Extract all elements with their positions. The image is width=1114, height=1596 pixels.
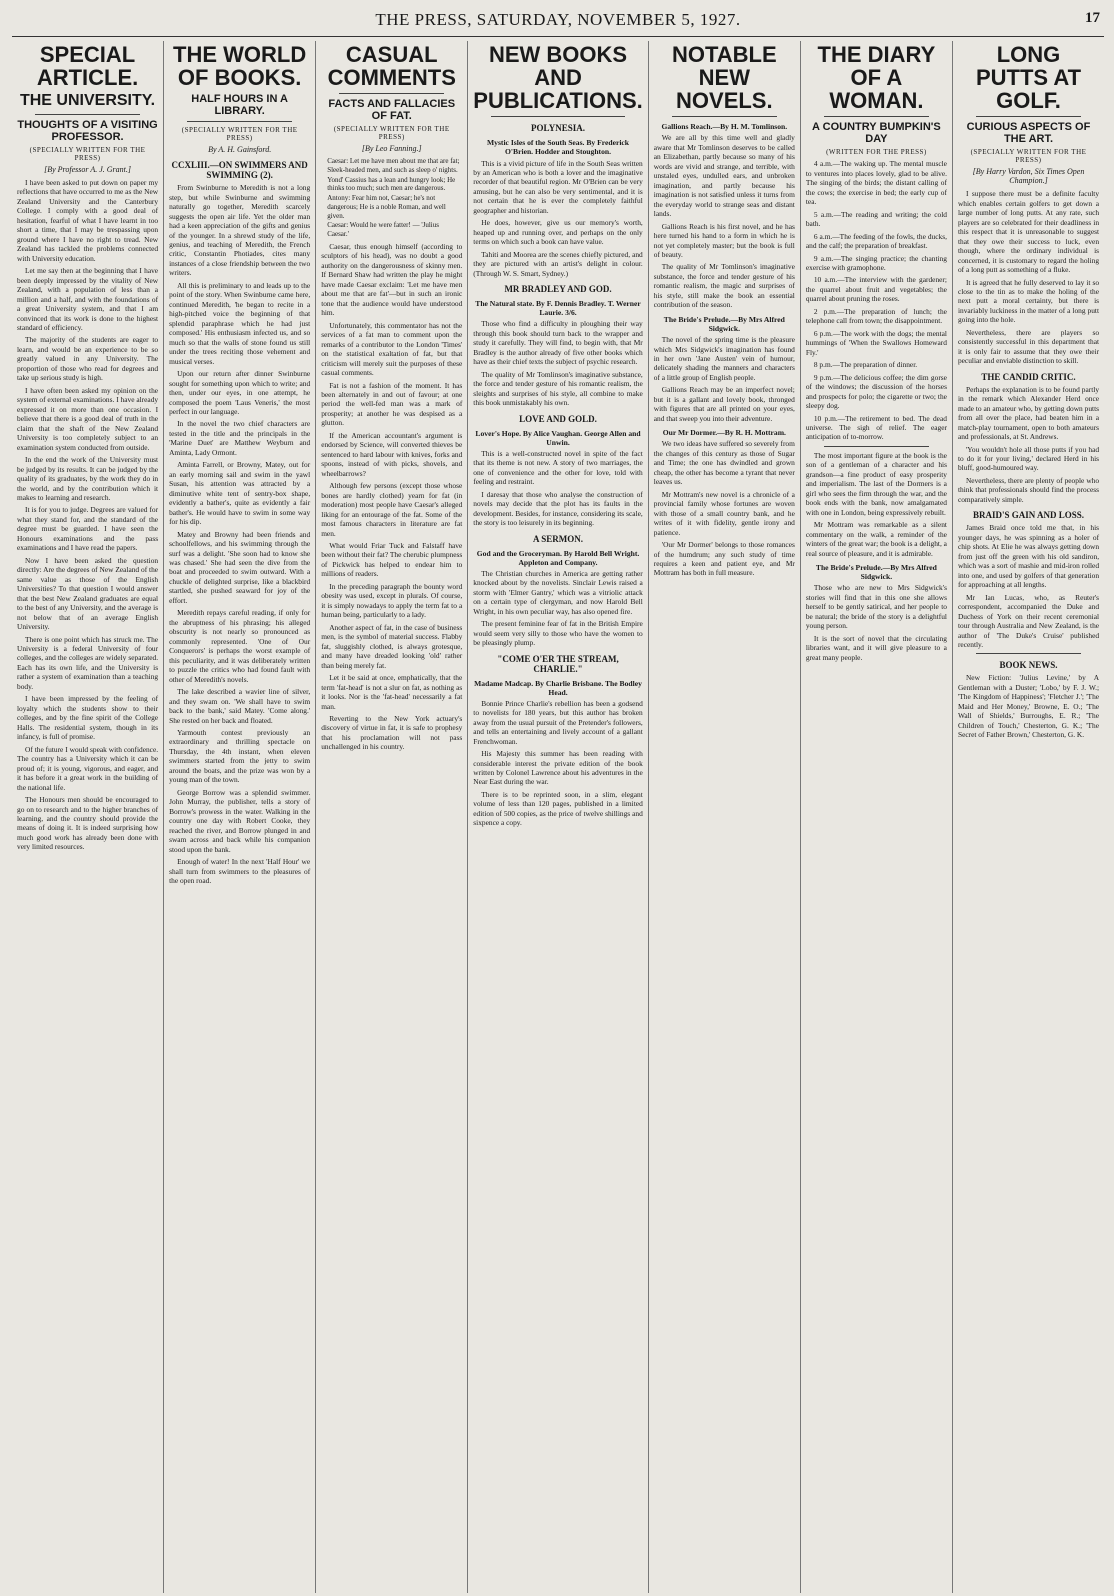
columns: [12, 41, 1104, 1593]
column-subheading: A COUNTRY BUMPKIN'S DAY: [812, 121, 941, 146]
paragraph: What would Friar Tuck and Falstaff have been without their fat? The cherubic plumpness of Pickwick has helped to endear him to millions of readers.: [321, 541, 463, 579]
divider: [35, 114, 140, 115]
article-note: (SPECIALLY WRITTEN FOR THE PRESS): [181, 126, 298, 143]
paragraph: Unfortunately, this commentator has not the services of a fat man to comment upon the remarks of a contributor to the London 'Times' on the statistical exaltation of fat, but that criticism will merely suit the purposes of these casual comments.: [321, 320, 463, 378]
divider: [976, 116, 1081, 117]
paragraph: James Braid once told me that, in his younger days, he was spinning as a holer of chip shots. At Elie he was always getting down from just off the green with his old sandiron, which was a sort of mashie and mid-iron rolled into one, and used by golfers of that generation for approaching at all lengths.: [957, 523, 1100, 590]
paragraph: Although few persons (except those whose bones are hardly clothed) yearn for fat (in moderation) most people have Caesar's alleged liking for an entourage of the fat. Some of the most famous characters in literature are fat men.: [321, 481, 463, 538]
diary-entry: 2 p.m.—The preparation of lunch; the telephone call from town; the disappointment.: [805, 306, 947, 326]
column-casual-comments: [316, 41, 468, 1593]
paragraph: The Honours men should be encouraged to go on to research and to the higher branches of learning, and the country should provide the means of doing it. It is indeed surprising how much good work has already been done with very limited resources.: [17, 795, 159, 852]
column-diary: [801, 41, 953, 1593]
article-byline: By A. H. Gainsford.: [208, 145, 272, 155]
book-title: God and the Groceryman. By Harold Bell Wright. Appleton and Company.: [476, 548, 640, 567]
column-world-of-books: [164, 41, 316, 1593]
paragraph: From Swinburne to Meredith is not a long step, but while Swinburne and swimming naturally go together, Meredith scarcely suggests the open air life. Yet the older man had a keen appreciation of the gifts and genius of the younger. In a shrewd study of the life, genius, and teaching of Meredith, the French critic, Constantin Photiades, cites many instances of a close friendship between the two writers.: [169, 183, 311, 278]
diary-entry: 10 a.m.—The interview with the gardener; the quarrel about fruit and vegetables; the quarrel about pruning the roses.: [805, 275, 947, 304]
article-body: [169, 183, 310, 885]
diary-entry: 6 p.m.—The work with the dogs; the mental hummings of 'When the Swallows Homeward Fly.': [805, 328, 947, 357]
paragraph: Nevertheless, there are plenty of people who think that professionals should find the process comparatively simple.: [957, 475, 1100, 504]
paragraph: In the end the work of the University must be judged by its results. It can be judged by the quality of its graduates, by the work they do in the world, and by the contribution which it makes to learning and research.: [17, 455, 159, 502]
section-title: THE CANDID CRITIC.: [981, 371, 1076, 382]
paragraph: His Majesty this summer has been reading with considerable interest the private edition of the book written by Colonel Lawrence about his adventures in the Near East during the war.: [473, 749, 643, 787]
column-subheading: FACTS AND FALLACIES OF FAT.: [328, 98, 456, 123]
masthead: [12, 6, 1104, 37]
paragraph: Mr Mottram was remarkable as a silent commentary on the walk, a reminder of the winters of the great war; the book is a delight, a real source of pleasure, and it is admirable.: [805, 520, 947, 558]
paragraph: There is one point which has struck me. The University is a federal University of four colleges, and the colleges are widely separated. Each has its own life, and the University is rather a system of examination than a teaching body.: [17, 634, 159, 691]
book-title: Mystic Isles of the South Seas. By Frederick O'Brien. Hodder and Stoughton.: [487, 138, 630, 157]
column-heading: THE DIARY OF A WOMAN.: [817, 42, 936, 114]
paragraph: 'You wouldn't hole all those putts if you had to do it for your living,' declared Herd in his bluff, good-humoured way.: [957, 444, 1100, 473]
play-quotation: [327, 157, 462, 239]
divider: [976, 653, 1081, 654]
column-heading: LONG PUTTS AT GOLF.: [975, 42, 1082, 114]
paragraph: I suppose there must be a definite faculty which enables certain golfers to get down a large number of long putts. At any rate, such players are so celebrated for their deadliness in this respect that it is unreasonable to suggest that they owe their success to luck, even though, where the ordinary individual is concerned, it is customary to regard the holing of a long putt as something of a fluke.: [957, 189, 1100, 275]
column-heading: SPECIAL ARTICLE.: [36, 42, 139, 91]
divider: [824, 116, 929, 117]
column-special-article: [12, 41, 164, 1593]
paragraph: This is a vivid picture of life in the South Seas written by an American who is both a lover and the imaginative recorder of that beautiful region. Mr O'Brien can be very amusing, but he can also be very sentimental, and it is not certain that he is ever the completely faithful geographer and historian.: [473, 158, 643, 215]
play-line: Antony: Fear him not, Caesar; he's not dangerous; He is a noble Roman, and well given.: [327, 194, 446, 220]
paragraph: Aminta Farrell, or Browny, Matey, out for an early morning sail and swim in the yawl Susan, his attention was attracted by a diminutive white tent of sentry-box shape, evidently a bather's, quite as evidently a fair bather's. He would have to swim in some way for his dip.: [169, 460, 311, 527]
diary-entry: 6 a.m.—The feeding of the fowls, the ducks, and the calf; the preparation of breakfast.: [805, 231, 947, 251]
page-number: 17: [1085, 10, 1100, 26]
paragraph: The quality of Mr Tomlinson's imaginative substance, the force and tender gesture of his romantic realism, the sleights and surprises of his style, all combine to make this book unmistakably his own.: [473, 369, 643, 408]
play-line: Caesar: Let me have men about me that are fat; Sleek-headed men, and such as sleep o' nights.: [327, 157, 460, 174]
section-title: "COME O'ER THE STREAM, CHARLIE.": [497, 653, 619, 674]
paragraph: The Christian churches in America are getting rather knocked about by the novelists. Sinclair Lewis raised a storm with 'Elmer Gantry,' which was a vitriolic attack on a certain type of clergyman, and now Harold Bell Wright, in his own peculiar way, has also opened fire.: [473, 568, 643, 616]
paragraph: I have been asked to put down on paper my reflections that have occurred to me as the New Zealand University and the Canterbury College. I comply with a good deal of hesitation, fearful of what I have learnt in too short a time, that I may be trespassing upon ground where I have no right to tread. New Zealand has tackled the problems connected with University education.: [17, 177, 159, 263]
column-notable-novels: [649, 41, 801, 1593]
paragraph: Of the future I would speak with confidence. The country has a University which it can be proud of; it is young, vigorous, and eager, and it has before it a great work in the building of the national life.: [17, 744, 159, 792]
paragraph: The most important figure at the book is the son of a gentleman of a character and his grandson—a fine product of easy prosperity and imperialism. The last of the Dormers is a girl who sees the firm through the war, and the book ends with the bank, now amalgamated with one in London, being expressively rebuilt.: [805, 450, 947, 517]
play-line: Caesar: Would he were fatter! — 'Julius Caesar.': [327, 221, 439, 239]
paragraph: It is agreed that he fully deserved to lay it so close to the tin as to make the holing of the next putt a moral certainty, but there is invariably luckiness in the matter of a long putt going into the hole.: [957, 277, 1100, 325]
column-subheading: THE UNIVERSITY.: [19, 92, 156, 110]
paragraph: Mr Ian Lucas, who, as Reuter's correspondent, accompanied the Duke and Duchess of York on their recent ceremonial tour through Australia and New Zealand, is the author of 'The Duke's Cruise' published recently.: [957, 592, 1100, 649]
section-title: POLYNESIA.: [531, 123, 585, 134]
article-deck: THOUGHTS OF A VISITING PROFESSOR.: [17, 118, 158, 143]
diary-entry: 8 p.m.—The preparation of dinner.: [813, 360, 918, 370]
diary-entry: 10 p.m.—The retirement to bed. The dead universe. The sigh of relief. The eager anticipation of to-morrow.: [805, 413, 947, 442]
paragraph: New Fiction: 'Julius Levine,' by A Gentleman with a Duster; 'Lobo,' by F. J. W.; 'The Kingdom of Happiness'; 'Fletcher J.'; 'The Maid and Her Money,' Browne, E. O.; 'The Wall of Shields,' Burroughs, E. R.; 'The Children of Touch,' Chesterton, G. K.; 'The Secret of Father Brown,' Chesterton, G. K.: [957, 673, 1100, 740]
paragraph: Fat is not a fashion of the moment. It has been alternately in and out of favour; at one period the well-fed man was a mark of prosperity; at another he was despised as a glutton.: [321, 380, 463, 428]
divider: [339, 93, 444, 94]
paragraph: Let it be said at once, emphatically, that the term 'fat-head' is not a slur on fat, as nothing as it looks. Nor is the 'fat-head' necessarily a fat man.: [321, 673, 463, 711]
paragraph: The majority of the students are eager to learn, and would be an experience to be so greatly valued in any University. The proportion of those who read for degrees and take up serious study is high.: [17, 335, 159, 383]
paragraph: Those who find a difficulty in ploughing their way through this book should turn back to the wrapper and study it carefully. They will find, to begin with, that Mr Bradley is the author already of five other books which have as their chief texts the subject of psychic research.: [473, 319, 643, 367]
section-title: A SERMON.: [533, 533, 584, 544]
column-heading: CASUAL COMMENTS: [327, 42, 456, 91]
paragraph: It is for you to judge. Degrees are valued for what they stand for, and the standard of the degree must be guarded. I have seen the Honours examinations and the pass examinations and I have read the papers.: [17, 505, 159, 553]
paragraph: Reverting to the New York actuary's discovery of virtue in fat, it is safe to prophesy that his proclamation will not pass unchallenged in his country.: [321, 713, 463, 752]
paragraph: 'Our Mr Dormer' belongs to those romances of the humdrum; any such study of time requires a keen and patient eye, and Mr Mottram has both in full measure.: [653, 540, 795, 578]
column-subheading: HALF HOURS IN A LIBRARY.: [191, 93, 289, 118]
column-heading: NOTABLE NEW NOVELS.: [671, 42, 777, 114]
paragraph: I have been impressed by the feeling of loyalty which the students show to their colleges, and by the fine spirit of the College Halls. The residential system, though in its infancy, is full of promise.: [17, 694, 159, 742]
paragraph: The present feminine fear of fat in the British Empire would seem very silly to those who have the women to be pleasingly plump.: [473, 619, 643, 648]
diary-entries: [806, 159, 947, 442]
book-title: Lover's Hope. By Alice Vaughan. George Allen and Unwin.: [475, 428, 641, 447]
column-heading: THE WORLD OF BOOKS.: [173, 42, 307, 91]
diary-entry: 9 p.m.—The delicious coffee; the dim gorse of the windows; the discussion of the horses and prospects for polo; the cigarette or two; the sleepy dog.: [805, 372, 947, 411]
section-title: MR BRADLEY AND GOD.: [504, 284, 612, 295]
article-byline: [By Harry Vardon, Six Times Open Champion.]: [972, 167, 1085, 186]
paragraph: I have often been asked my opinion on the system of external examinations. I have already expressed it on more than one occasion. I believe that there is a good deal of truth in the claim that the shaft of the New Zealand University is too completely subject to an examination system conducted from outside.: [17, 385, 159, 452]
book-title: Gallions Reach.—By H. M. Tomlinson.: [661, 122, 788, 132]
paragraph: Nevertheless, there are players so consistently successful in this department that it is only fair to assume that they owe their peculiar and enviable distinction to skill.: [957, 327, 1100, 366]
paragraph: He does, however, give us our memory's worth, heaped up and running over, and perhaps on the only terms on which such a book can have value.: [473, 218, 643, 247]
section-title: BRAID'S GAIN AND LOSS.: [972, 510, 1085, 521]
article-byline: [By Leo Fanning.]: [361, 144, 422, 154]
column-subheading: CURIOUS ASPECTS OF THE ART.: [966, 121, 1091, 146]
section-title: BOOK NEWS.: [999, 660, 1058, 671]
paragraph: Meredith repays careful reading, if only for the abruptness of his phrasing; his alleged obscurity is not nearly so pronounced as commonly represented. 'One of Our Conquerors' is perhaps the worst example of this peculiarity, and it was deliberately written to puzzle the critics who had found fault with other of Meredith's novels.: [169, 608, 311, 684]
paragraph: We are all by this time well and gladly aware that Mr Tomlinson deserves to be called an Elizabethan, partly because so many of his words are vivid and strange, and terrible, with unstaled eyes, undulled ears, and unbroken imagination, and partly because his imagination is not satisfied unless it turns from the everyday world to strange seas and distant lands.: [653, 133, 795, 219]
divider: [824, 446, 929, 447]
paragraph: Perhaps the explanation is to be found partly in the remark which Alexander Herd once made to an amateur who, by getting down putts from all over the place, had beaten him in a match-play tournament, open to both amateurs and professionals, at St. Andrews.: [957, 384, 1100, 442]
paragraph: Let me say then at the beginning that I have been deeply impressed by the vitality of New Zealand, with a population of less than a million and a half, and with the foundations of a great University system, and that I am convinced that its work is done to the highest standard of efficiency.: [17, 266, 159, 333]
column-golf: [953, 41, 1104, 1593]
paragraph: We two ideas have suffered so severely from the changes of this century as those of Sugar and Time; the one has dwindled and grown cheap, the other has become a tyrant that never leaves us.: [653, 439, 795, 487]
diary-entry: 5 a.m.—The reading and writing; the cold bath.: [805, 209, 947, 229]
paragraph: It is the sort of novel that the circulating libraries want, and it will give pleasure to a great many people.: [805, 633, 947, 662]
play-line: Yond' Cassius has a lean and hungry look; He thinks too much; such men are dangerous.: [327, 175, 456, 193]
paragraph: Matey and Browny had been friends and schoolfellows, and his swimming through the surf was a delight. 'She soon had to know she was chased.' She had seen the dive from the boat and proceeded to swim outward. With a chuckle of delighted surprise, like a blackbird startled, she pushed seaward for joy of the effort.: [169, 529, 311, 605]
section-title: LOVE AND GOLD.: [519, 413, 597, 424]
book-title: The Bride's Prelude.—By Mrs Alfred Sidgwick.: [815, 563, 937, 582]
paragraph: The quality of Mr Tomlinson's imaginative substance, the force and tender gesture of his romantic realism, the magic and surprises of his style, still make the book an essential contribution of the season.: [653, 262, 795, 310]
book-title: Our Mr Dormer.—By R. H. Mottram.: [662, 428, 786, 438]
paragraph: George Borrow was a splendid swimmer. John Murray, the publisher, tells a story of Borrow's prowess in the water. Walking in the country one day with Robert Cooke, they reached the river, and Borrow plunged in and swam across and back while his companion stood upon the bank.: [169, 787, 311, 854]
column-new-books: [468, 41, 648, 1593]
paragraph: Mr Mottram's new novel is a chronicle of a provincial family whose fortunes are woven with those of a small country bank, and he writes of it with fidelity, gentle irony and patience.: [653, 489, 795, 537]
article-note: (SPECIALLY WRITTEN FOR THE PRESS): [333, 125, 450, 142]
column-heading: NEW BOOKS AND PUBLICATIONS.: [473, 42, 643, 114]
divider: [672, 116, 777, 117]
masthead-title: THE PRESS, SATURDAY, NOVEMBER 5, 1927.: [375, 10, 741, 29]
article-note: (WRITTEN FOR THE PRESS): [826, 148, 927, 157]
section-title: CCXLIII.—ON SWIMMERS AND SWIMMING (2).: [171, 160, 308, 181]
diary-entry: 9 a.m.—The singing practice; the chanting exercise with gramophone.: [805, 253, 947, 272]
paragraph: In the novel the two chief characters are tested in the title and the principals in the 'Marine Duet' are Matthew Weyburn and Aminta, Lady Ormont.: [169, 419, 311, 457]
paragraph: This is a well-constructed novel in spite of the fact that its theme is not new. A story of two marriages, the one of convenience and the other for love, told with feeling and restraint.: [473, 448, 643, 487]
paragraph: Yarmouth contest previously an extraordinary and thrilling spectacle on Thursday, the 4th instant, when eleven swimmers started from the jetty to swim around the boats, and the prize was won by a young man of the town.: [169, 727, 311, 785]
paragraph: In the preceding paragraph the bounty word obesity was used, except in plurals. Of course, it is simply nowadays to apply the term fat to a human being, particularly to a lady.: [321, 581, 463, 620]
paragraph: All this is preliminary to and leads up to the point of the story. When Swinburne came here, continued Meredith, 'he began to recite in a high-pitched voice the beginning of that splendid paraphrase which he had just composed.' His enthusiasm infected us, and so much so that the walls of stone found us still under the trees reciting those vehement and musical verses.: [169, 280, 311, 366]
divider: [491, 116, 624, 117]
paragraph: Another aspect of fat, in the case of business men, is the symbol of material success. Flabby fat, sluggishly clothed, is always grotesque, and many have dreaded looking 'old' rather than being merely fat.: [321, 622, 463, 670]
paragraph: Enough of water! In the next 'Half Hour' we shall turn from swimmers to the pleasures of the open road.: [169, 857, 311, 885]
diary-entry: 4 a.m.—The waking up. The mental muscle to ventures into places lovely, glad to be alive. The singing of the birds; the distant calling of the cows; the exercise in bed; the early cup of tea.: [805, 159, 947, 207]
article-body: [321, 242, 462, 752]
article-note: (SPECIALLY WRITTEN FOR THE PRESS): [970, 148, 1087, 165]
article-body: [17, 178, 158, 852]
paragraph: The lake described a wavier line of silver, and they swam on. 'We shall have to swim back to the bank,' said Matey. 'Come along.' She rested on her back and floated.: [169, 687, 311, 725]
paragraph: Upon our return after dinner Swinburne sought for something upon which to write; and then, under our eyes, in one attempt, he composed the poem 'Laus Veneris,' the most perfect in our language.: [169, 369, 311, 416]
article-byline: [By Professor A. J. Grant.]: [44, 164, 131, 174]
paragraph: If the American accountant's argument is endorsed by Science, will converted thieves be sentenced to hard labour with knives, forks and spoons, instead of with picks, shovels, and wheelbarrows?: [321, 430, 463, 478]
paragraph: Tahiti and Moorea are the scenes chiefly pictured, and they are pictured with an artist's delight in colour. (Through W. S. Smart, Sydney.): [473, 249, 643, 278]
paragraph: Gallions Reach is his first novel, and he has here turned his hand to a form in which he is not yet completely master; but the book is full of beauty.: [653, 221, 795, 260]
paragraph: Gallions Reach may be an imperfect novel; but it is a gallant and lovely book, thronged with figures that are all printed on your eyes, and that sweep you into their adventure.: [653, 385, 795, 423]
book-title: The Bride's Prelude.—By Mrs Alfred Sidgwick.: [663, 314, 785, 333]
paragraph: Bonnie Prince Charlie's rebellion has been a godsend to novelists for 180 years, but this author has broken away from the usual pursuit of the Pretender's followers, and tells an entertaining and lively account of a gallant Frenchwoman.: [473, 698, 643, 746]
divider: [187, 121, 292, 122]
book-title: The Natural state. By F. Dennis Bradley. T. Werner Laurie. 3/6.: [475, 299, 641, 318]
paragraph: The novel of the spring time is the pleasure which Mrs Sidgwick's imagination has found in her own 'Jane Austen' vein of humour, delicately shading the manners and characters of a little group of English people.: [653, 335, 795, 382]
paragraph: There is to be reprinted soon, in a slim, elegant volume of less than 120 pages, published in a limited edition of 500 copies, as the price of twelve shillings and sixpence a copy.: [473, 789, 643, 828]
paragraph: Caesar, thus enough himself (according to sculptors of his head), was no doubt a good authority on the dangerousness of skinny men. If Bernard Shaw had written the play he might have made Caesar exclaim: 'Let me have men about me that are fat'—but in such an ironic tone that the audience would have understood him.: [321, 241, 463, 318]
article-note: (SPECIALLY WRITTEN FOR THE PRESS): [29, 145, 146, 162]
book-title: Madame Madcap. By Charlie Brisbane. The Bodley Head.: [474, 678, 642, 697]
paragraph: Now I have been asked the question directly: Are the degrees of New Zealand of the same value as those of the English Universities? To that question I would answer that the best New Zealand graduates are equal to the best of any University, and the average is not below that of an average English University.: [17, 555, 159, 632]
paragraph: Those who are new to Mrs Sidgwick's stories will find that in this one she allows herself to be gently satirical, and her people to be natural; the bride of the story is a delightful young person.: [805, 583, 947, 631]
paragraph: I daresay that those who analyse the construction of novels may decide that the plot has its faults in the development. Besides, for instance, considering its scale, the story is too leisurely in its beginning.: [473, 489, 643, 528]
